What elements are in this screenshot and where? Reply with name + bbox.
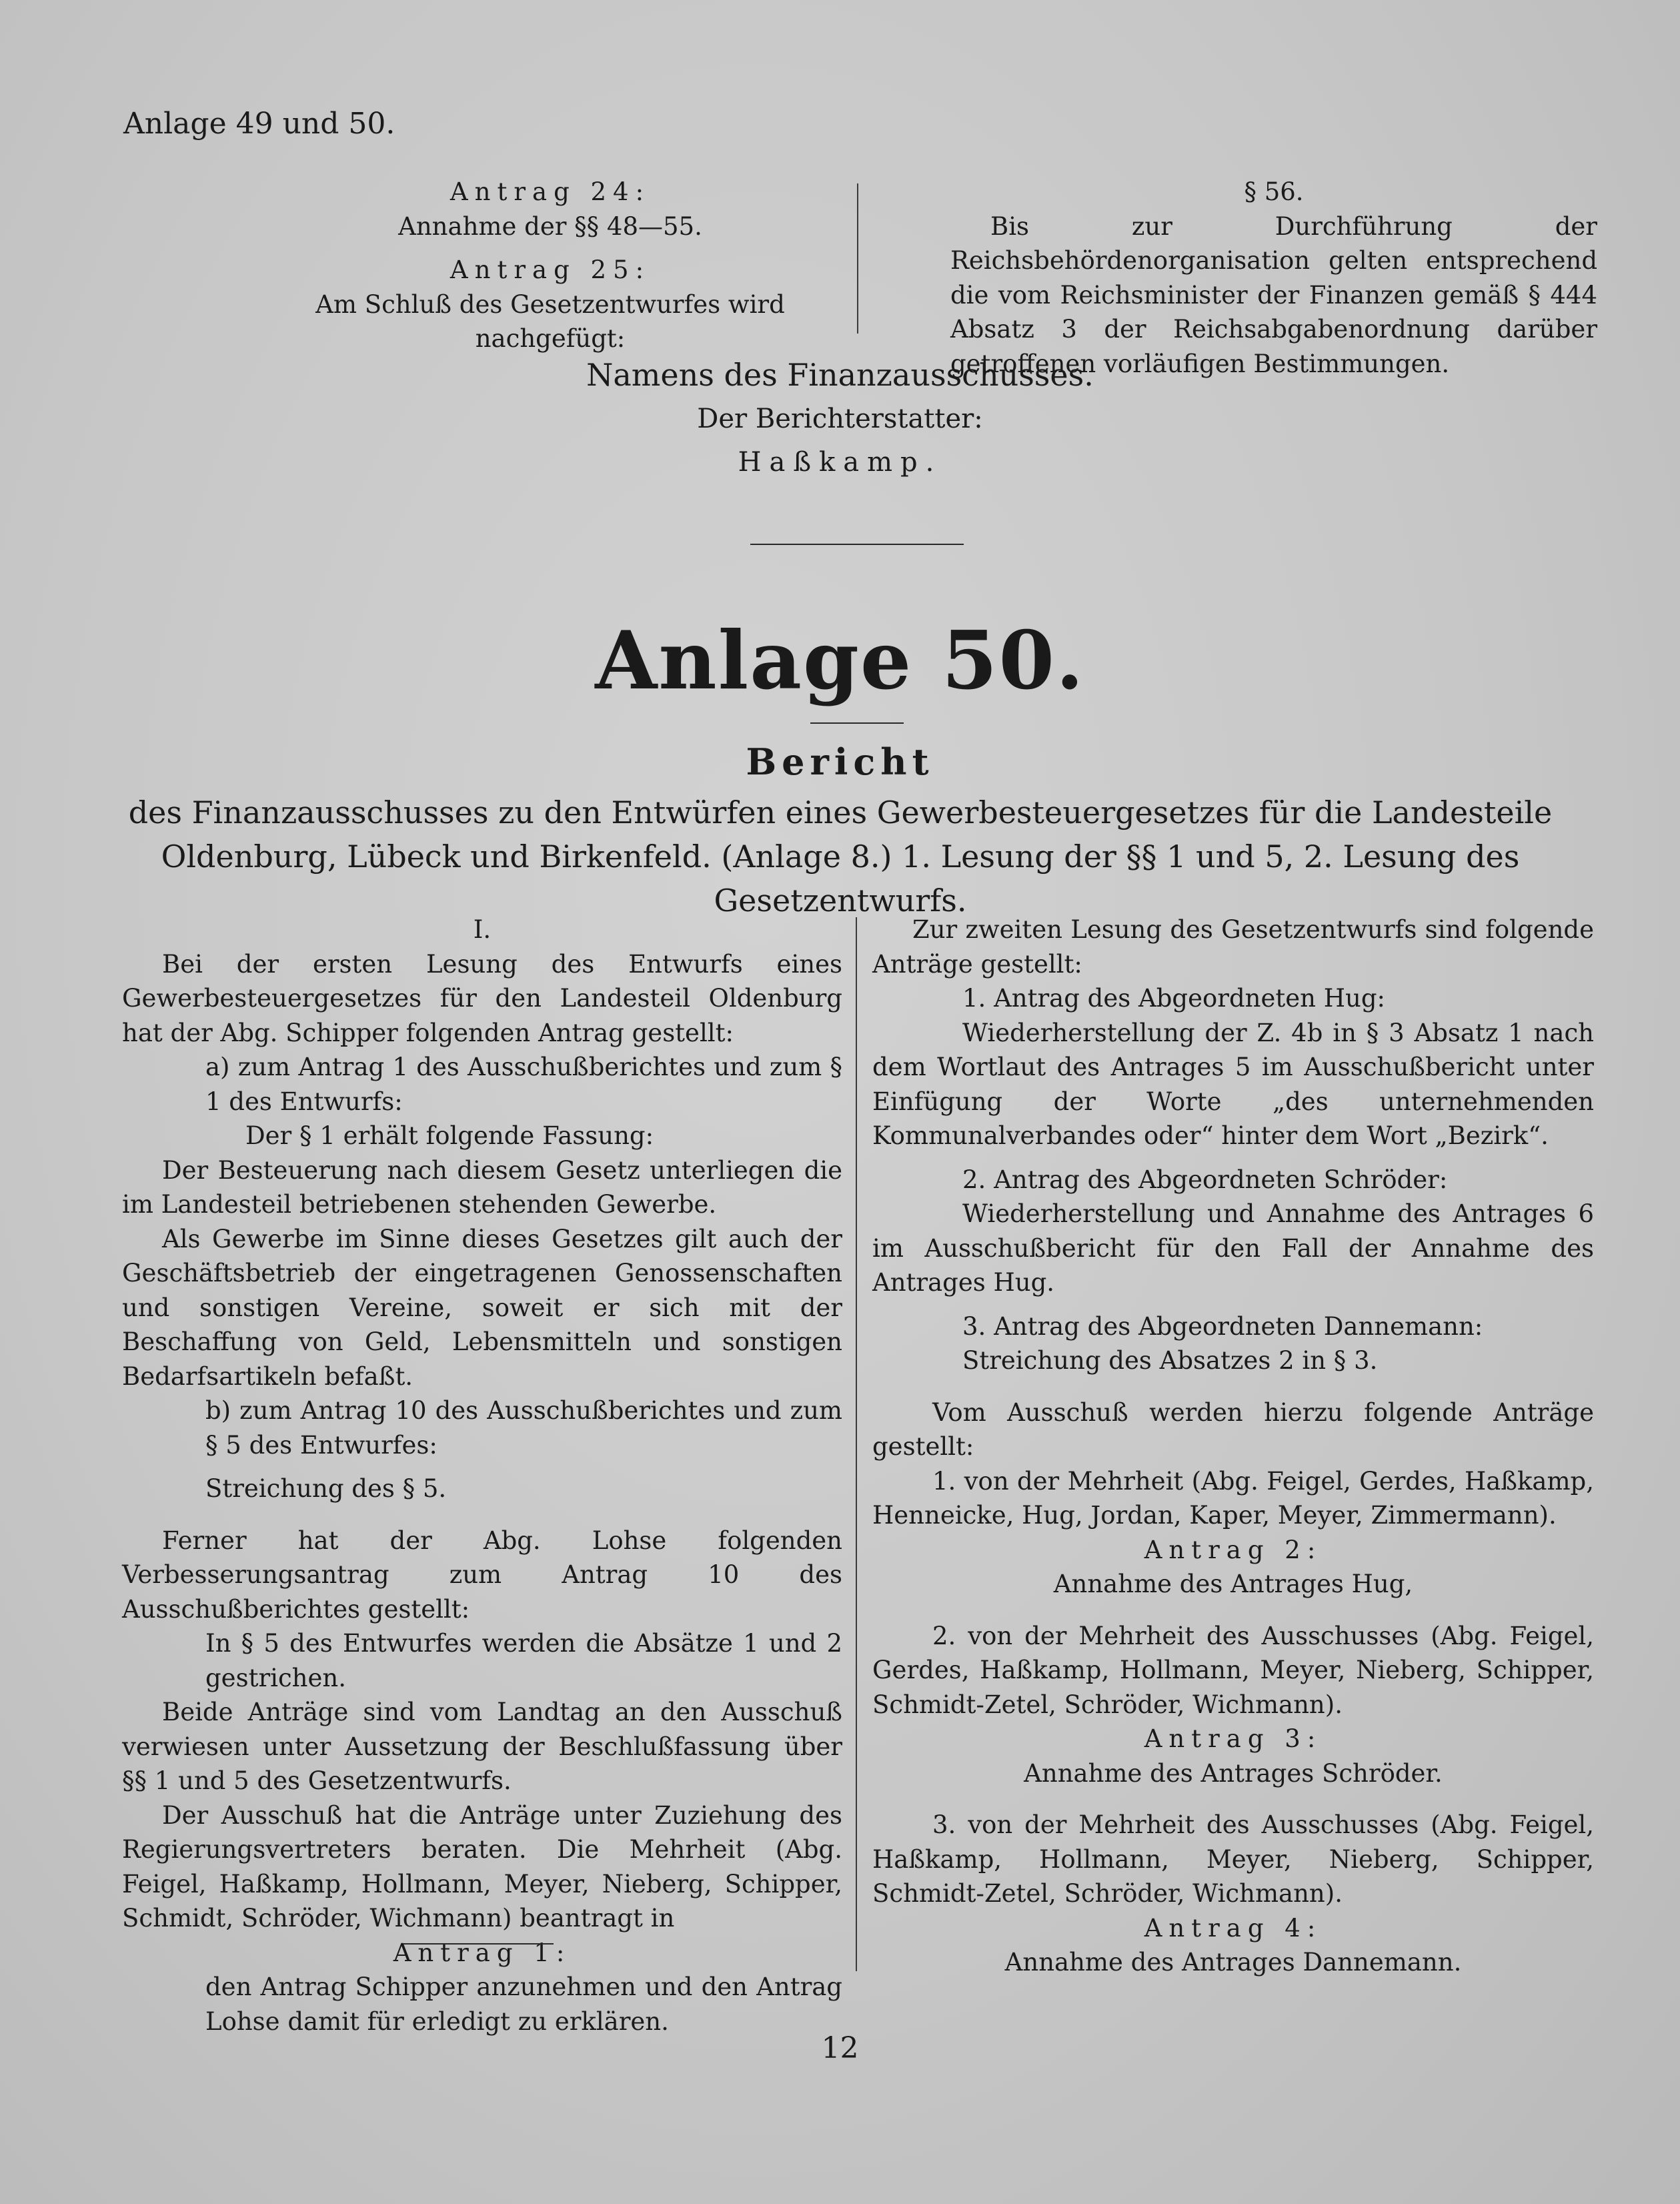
antrag-3-text: Annahme des Antrages Schröder. xyxy=(1024,1758,1443,1788)
title-rule xyxy=(810,722,904,724)
antrag-24-label: Antrag 24: xyxy=(450,177,651,206)
top-right-column xyxy=(950,175,1597,381)
signature-committee: Namens des Finanzausschusses. xyxy=(586,357,1094,393)
left-paragraph-1: Bei der ersten Lesung des Entwurfs eines Gewerbesteuergesetzes für den Landesteil Oldenburg hat der Abg. Schipper folgenden Antrag gestellt: xyxy=(122,949,842,1047)
antrag-4-text: Annahme des Antrages Dannemann. xyxy=(1004,1948,1462,1977)
paragraph-56-text: Bis zur Durchführung der Reichsbehördenorganisation gelten entsprechend die vom Reichsminister der Finanzen gemäß § 444 Absatz 3 der Reichsabgabenordnung darüber getroffenen vorläufigen Bestimmungen. xyxy=(950,211,1597,378)
proposal-a-text-3: Als Gewerbe im Sinne dieses Gesetzes gilt auch der Geschäftsbetrieb der eingetragenen Genossenschaften und sonstigen Vereine, soweit er sich mit der Beschaffung von Geld, Lebensmitteln und sonstigen Bedarfsartikeln befaßt. xyxy=(122,1224,842,1391)
antrag-25-label: Antrag 25: xyxy=(450,255,651,284)
right-paragraph-2: Vom Ausschuß werden hierzu folgende Anträge gestellt: xyxy=(872,1398,1594,1461)
request-2-label: 2. Antrag des Abgeordneten Schröder: xyxy=(962,1165,1448,1194)
antrag-2-text: Annahme des Antrages Hug, xyxy=(1053,1570,1413,1598)
report-intro: des Finanzausschusses zu den Entwürfen eines Gewerbesteuergesetzes für die Landesteile Oldenburg, Lübeck und Birkenfeld. (Anlage 8.) 1. Lesung der §§ 1 und 5, 2. Lesung des Gesetzentwurfs. xyxy=(128,794,1553,919)
request-1-text: Wiederherstellung der Z. 4b in § 3 Absatz 1 nach dem Wortlaut des Antrages 5 im Ausschußbericht unter Einfügung der Worte „des unternehmenden Kommunalverbandes oder“ hinter dem Wort „Bezirk“. xyxy=(872,1018,1594,1150)
paragraph-56-label: § 56. xyxy=(1244,177,1304,206)
lower-right-column xyxy=(872,913,1594,1980)
left-paragraph-4: Der Ausschuß hat die Anträge unter Zuziehung des Regierungsvertreters beraten. Die Mehrheit (Abg. Feigel, Haßkamp, Hollmann, Meyer, Nieberg, Schipper, Schmidt, Schröder, Wichmann) beantragt in xyxy=(122,1800,842,1933)
proposal-b-label: b) zum Antrag 10 des Ausschußberichtes und zum § 5 des Entwurfes: xyxy=(205,1396,842,1460)
antrag-1-text: den Antrag Schipper anzunehmen und den Antrag Lohse damit für erledigt zu erklären. xyxy=(205,1973,842,2036)
antrag-4-label: Antrag 4: xyxy=(1144,1913,1323,1943)
signature-name: Haßkamp. xyxy=(738,447,942,478)
signature-role: Der Berichterstatter: xyxy=(697,404,983,434)
page-title: Anlage 50. xyxy=(595,614,1085,708)
antrag-2-label: Antrag 2: xyxy=(1144,1535,1323,1564)
left-column-end-rule xyxy=(403,1943,554,1945)
proposal-a-text-2: Der Besteuerung nach diesem Gesetz unterliegen die im Landesteil betriebenen stehenden Gewerbe. xyxy=(122,1155,842,1219)
antrag-3-label: Antrag 3: xyxy=(1144,1724,1323,1753)
left-paragraph-2-text: In § 5 des Entwurfes werden die Absätze 1 und 2 gestrichen. xyxy=(205,1629,842,1692)
antrag-24-text: Annahme der §§ 48—55. xyxy=(398,211,702,241)
antrag-25-text: Am Schluß des Gesetzentwurfes wird nachgefügt: xyxy=(315,290,785,353)
request-3-text: Streichung des Absatzes 2 in § 3. xyxy=(962,1346,1378,1375)
majority-3: 3. von der Mehrheit des Ausschusses (Abg. Feigel, Haßkamp, Hollmann, Meyer, Nieberg, Schipper, Schmidt-Zetel, Schröder, Wichmann). xyxy=(872,1810,1594,1908)
section-rule xyxy=(750,544,964,545)
report-heading: Bericht xyxy=(746,740,934,783)
request-1-label: 1. Antrag des Abgeordneten Hug: xyxy=(962,984,1385,1013)
proposal-b-text: Streichung des § 5. xyxy=(205,1474,447,1503)
proposal-a-text-1: Der § 1 erhält folgende Fassung: xyxy=(245,1121,654,1150)
antrag-1-label: Antrag 1: xyxy=(393,1938,572,1967)
majority-2: 2. von der Mehrheit des Ausschusses (Abg. Feigel, Gerdes, Haßkamp, Hollmann, Meyer, Nieberg, Schipper, Schmidt-Zetel, Schröder, Wichmann). xyxy=(872,1621,1594,1719)
left-paragraph-2: Ferner hat der Abg. Lohse folgenden Verbesserungsantrag zum Antrag 10 des Ausschußberichtes gestellt: xyxy=(122,1526,842,1624)
majority-1: 1. von der Mehrheit (Abg. Feigel, Gerdes, Haßkamp, Henneicke, Hug, Jordan, Kaper, Meyer, Zimmermann). xyxy=(872,1466,1594,1530)
section-numeral: I. xyxy=(473,915,492,944)
lower-left-column xyxy=(122,913,842,2039)
proposal-a-label: a) zum Antrag 1 des Ausschußberichtes und zum § 1 des Entwurfs: xyxy=(205,1053,842,1116)
lower-column-divider xyxy=(856,917,857,1971)
top-left-column xyxy=(260,175,840,356)
left-paragraph-3: Beide Anträge sind vom Landtag an den Ausschuß verwiesen unter Aussetzung der Beschlußfassung über §§ 1 und 5 des Gesetzentwurfs. xyxy=(122,1698,842,1795)
running-head: Anlage 49 und 50. xyxy=(123,107,395,141)
page-number: 12 xyxy=(821,2031,859,2065)
request-3-label: 3. Antrag des Abgeordneten Dannemann: xyxy=(962,1311,1483,1341)
right-paragraph-1: Zur zweiten Lesung des Gesetzentwurfs sind folgende Anträge gestellt: xyxy=(872,915,1594,979)
request-2-text: Wiederherstellung und Annahme des Antrages 6 im Ausschußbericht für den Fall der Annahme des Antrages Hug. xyxy=(872,1199,1594,1297)
top-column-divider xyxy=(857,183,858,334)
